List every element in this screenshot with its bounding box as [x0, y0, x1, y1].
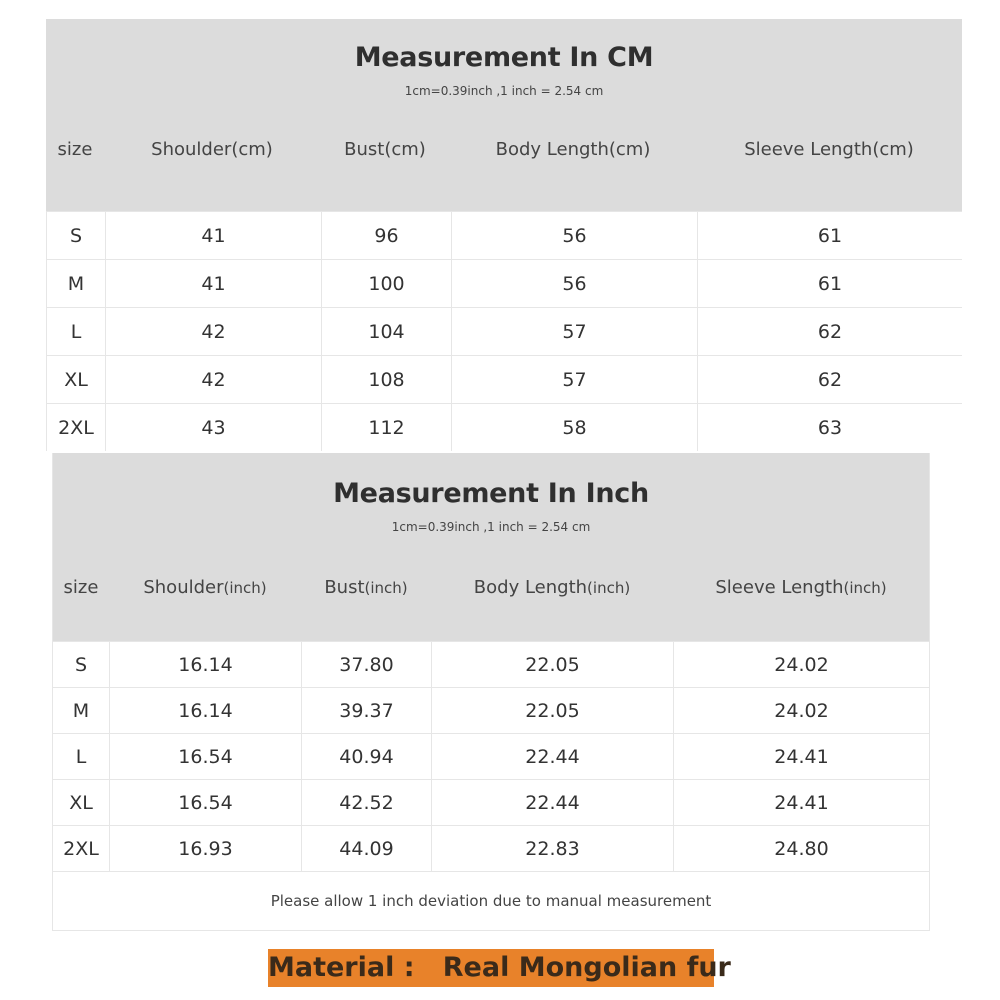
shoulder-cell: 41: [105, 212, 321, 259]
header-unit: (inch): [587, 578, 631, 597]
bust-cell: 108: [321, 356, 451, 403]
measurement-deviation-note: Please allow 1 inch deviation due to manual measurement: [53, 871, 929, 930]
size-cell: 2XL: [58, 416, 94, 439]
header-label: Body Length: [473, 576, 588, 598]
table-row: [53, 779, 929, 825]
body-length-cell: 22.44: [431, 734, 673, 779]
table-row: [53, 641, 929, 687]
shoulder-cell: 16.93: [109, 826, 301, 871]
inch-table-subtitle: 1cm=0.39inch ,1 inch = 2.54 cm: [391, 520, 591, 534]
shoulder-cell: 16.14: [109, 642, 301, 687]
sleeve-length-cell: 61: [697, 212, 962, 259]
bust-cell: 37.80: [301, 642, 431, 687]
size-cell: 2XL: [63, 837, 99, 860]
size-cell: XL: [64, 368, 88, 391]
shoulder-cell: 43: [105, 404, 321, 451]
body-length-cell: 57: [451, 356, 697, 403]
size-cell: S: [74, 653, 88, 676]
header-unit: (inch): [843, 578, 887, 597]
sleeve-length-cell: 63: [697, 404, 962, 451]
sleeve-length-cell: 62: [697, 308, 962, 355]
column-header-shoulder: [109, 577, 301, 598]
shoulder-cell: 16.54: [109, 780, 301, 825]
inch-table-header-block: [53, 453, 929, 641]
column-header-body-length: Body Length(cm): [495, 138, 651, 160]
header-label: Sleeve Length: [715, 576, 844, 598]
cm-column-headers: [46, 109, 962, 189]
bust-cell: 112: [321, 404, 451, 451]
size-cell: M: [72, 699, 90, 722]
sleeve-length-cell: 24.02: [673, 642, 929, 687]
size-cell: S: [69, 224, 83, 247]
column-header-size: [53, 577, 109, 598]
body-length-cell: 22.83: [431, 826, 673, 871]
inch-size-table: [52, 453, 930, 931]
header-label: Bust: [324, 576, 365, 598]
table-row: [53, 687, 929, 733]
table-row: [47, 211, 962, 259]
bust-cell: 44.09: [301, 826, 431, 871]
body-length-cell: 22.05: [431, 688, 673, 733]
bust-cell: 100: [321, 260, 451, 307]
shoulder-cell: 42: [105, 356, 321, 403]
column-header-sleeve-length: [673, 577, 929, 598]
sleeve-length-cell: 61: [697, 260, 962, 307]
size-cell: L: [75, 745, 87, 768]
size-cell: L: [70, 320, 82, 343]
shoulder-cell: 42: [105, 308, 321, 355]
cm-table-title: Measurement In CM: [354, 42, 654, 73]
bust-cell: 40.94: [301, 734, 431, 779]
header-label: Shoulder: [143, 576, 224, 598]
column-header-body-length: [431, 577, 673, 598]
shoulder-cell: 41: [105, 260, 321, 307]
cm-table-body: [46, 211, 962, 451]
size-cell: XL: [69, 791, 93, 814]
table-row: [47, 355, 962, 403]
cm-table-header-block: [46, 19, 962, 211]
body-length-cell: 56: [451, 260, 697, 307]
header-label: size: [63, 576, 99, 598]
inch-column-headers: [53, 547, 929, 627]
body-length-cell: 58: [451, 404, 697, 451]
table-row: [47, 403, 962, 451]
cm-size-table: [46, 19, 962, 451]
shoulder-cell: 16.14: [109, 688, 301, 733]
cm-table-subtitle: 1cm=0.39inch ,1 inch = 2.54 cm: [404, 84, 604, 98]
inch-table-title: Measurement In Inch: [333, 478, 649, 509]
table-row: [53, 825, 929, 871]
shoulder-cell: 16.54: [109, 734, 301, 779]
bust-cell: 96: [321, 212, 451, 259]
body-length-cell: 22.05: [431, 642, 673, 687]
material-label: Material : Real Mongolian fur: [268, 949, 714, 987]
column-header-size: size: [57, 138, 93, 160]
column-header-bust: [301, 577, 431, 598]
body-length-cell: 22.44: [431, 780, 673, 825]
table-row: [53, 733, 929, 779]
size-cell: M: [67, 272, 85, 295]
header-unit: (inch): [223, 578, 267, 597]
table-row: [47, 259, 962, 307]
bust-cell: 39.37: [301, 688, 431, 733]
sleeve-length-cell: 24.02: [673, 688, 929, 733]
column-header-sleeve-length: Sleeve Length(cm): [744, 138, 914, 160]
bust-cell: 104: [321, 308, 451, 355]
sleeve-length-cell: 24.80: [673, 826, 929, 871]
sleeve-length-cell: 24.41: [673, 734, 929, 779]
body-length-cell: 57: [451, 308, 697, 355]
sleeve-length-cell: 62: [697, 356, 962, 403]
column-header-bust: Bust(cm): [344, 138, 426, 160]
body-length-cell: 56: [451, 212, 697, 259]
table-row: [47, 307, 962, 355]
column-header-shoulder: Shoulder(cm): [151, 138, 273, 160]
sleeve-length-cell: 24.41: [673, 780, 929, 825]
bust-cell: 42.52: [301, 780, 431, 825]
header-unit: (inch): [364, 578, 408, 597]
